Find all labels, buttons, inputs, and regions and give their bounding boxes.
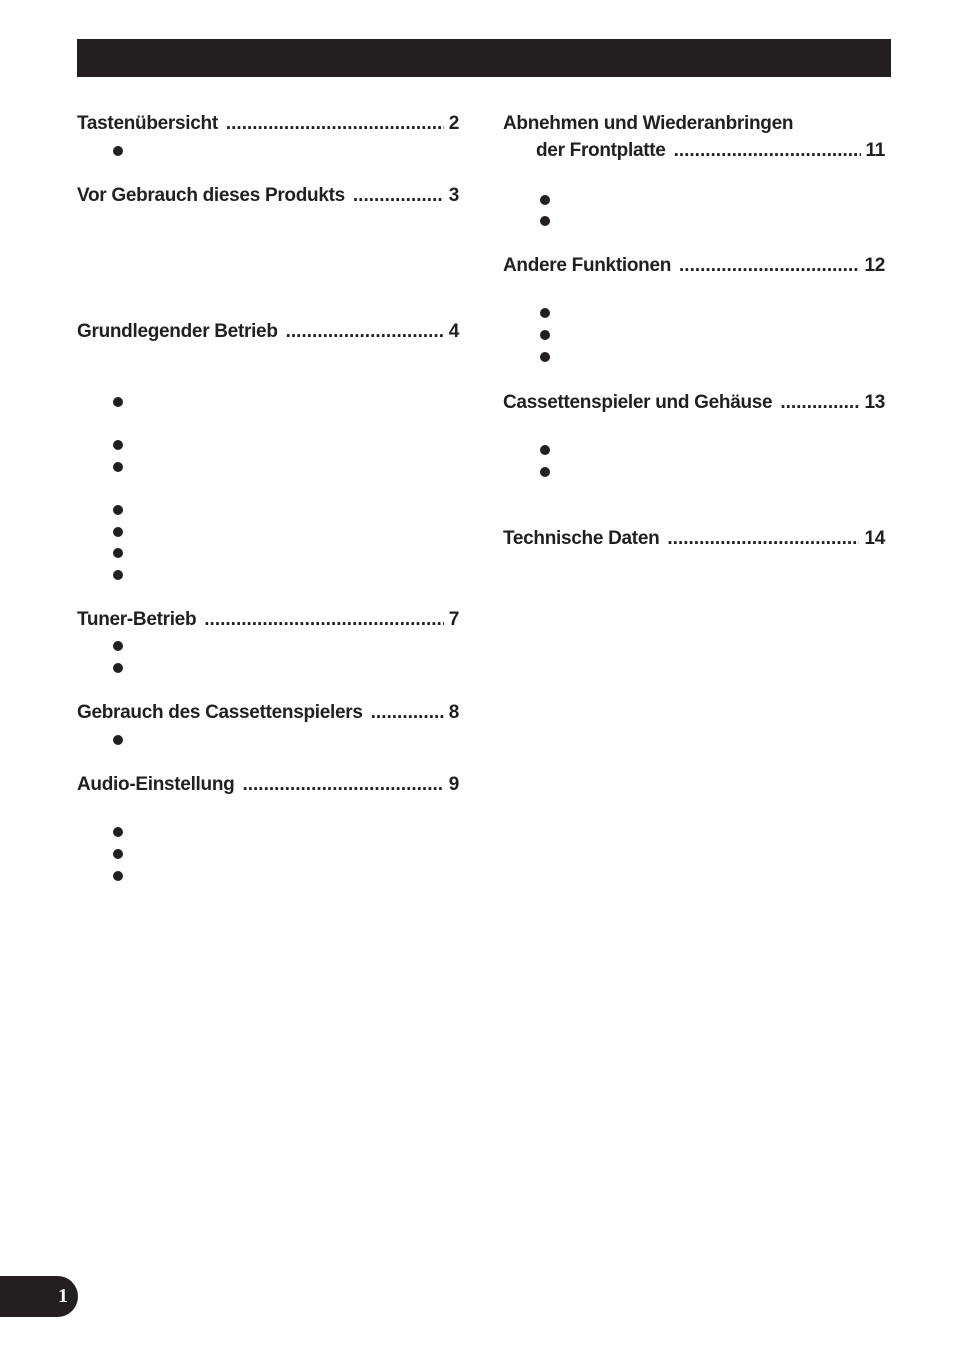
dot-leader bbox=[204, 608, 443, 632]
bullet-icon bbox=[540, 445, 550, 455]
bullet-icon bbox=[540, 216, 550, 226]
toc-page-number: 13 bbox=[864, 392, 885, 413]
toc-page-number: 9 bbox=[448, 774, 459, 795]
bullet-icon bbox=[113, 735, 123, 745]
toc-entry-cassettenspieler-gehaeuse[interactable] bbox=[503, 391, 885, 415]
dot-leader bbox=[226, 112, 444, 136]
toc-page-number: 12 bbox=[864, 255, 885, 276]
toc-entry-title: Tastenübersicht bbox=[77, 113, 218, 134]
toc-entry-audio-einstellung[interactable] bbox=[77, 773, 459, 797]
toc-page-number: 8 bbox=[448, 702, 459, 723]
bullet-icon bbox=[113, 570, 123, 580]
toc-entry-andere-funktionen[interactable] bbox=[503, 254, 885, 278]
bullet-icon bbox=[113, 641, 123, 651]
page-number-tab: 1 bbox=[0, 1276, 78, 1317]
toc-page-number: 11 bbox=[865, 140, 885, 161]
bullet-icon bbox=[540, 195, 550, 205]
dot-leader bbox=[780, 391, 859, 415]
toc-page-number: 3 bbox=[448, 185, 459, 206]
toc-page-number: 2 bbox=[448, 113, 459, 134]
bullet-icon bbox=[540, 467, 550, 477]
dot-leader bbox=[286, 320, 444, 344]
toc-entry-title: Technische Daten bbox=[503, 528, 660, 549]
toc-entry-frontplatte[interactable] bbox=[503, 112, 885, 163]
toc-entry-title: Audio-Einstellung bbox=[77, 774, 235, 795]
bullet-icon bbox=[113, 548, 123, 558]
toc-entry-technische-daten[interactable] bbox=[503, 527, 885, 551]
toc-entry-grundlegender-betrieb[interactable] bbox=[77, 320, 459, 344]
bullet-icon bbox=[113, 462, 123, 472]
bullet-icon bbox=[113, 397, 123, 407]
header-bar bbox=[77, 39, 891, 77]
bullet-icon bbox=[113, 849, 123, 859]
bullet-icon bbox=[113, 505, 123, 515]
dot-leader bbox=[242, 773, 443, 797]
toc-entry-title-continued: der Frontplatte bbox=[536, 140, 666, 161]
toc-entry-title: Gebrauch des Cassettenspielers bbox=[77, 702, 363, 723]
dot-leader bbox=[667, 527, 859, 551]
bullet-icon bbox=[540, 308, 550, 318]
bullet-icon bbox=[113, 146, 123, 156]
toc-entry-title: Vor Gebrauch dieses Produkts bbox=[77, 185, 345, 206]
dot-leader bbox=[371, 701, 444, 725]
toc-entry-vor-gebrauch[interactable] bbox=[77, 184, 459, 208]
dot-leader bbox=[679, 254, 859, 278]
toc-page-number: 14 bbox=[864, 528, 885, 549]
bullet-icon bbox=[113, 527, 123, 537]
bullet-icon bbox=[113, 440, 123, 450]
toc-entry-title: Tuner-Betrieb bbox=[77, 609, 197, 630]
toc-entry-tuner-betrieb[interactable] bbox=[77, 608, 459, 632]
bullet-icon bbox=[113, 663, 123, 673]
bullet-icon bbox=[113, 827, 123, 837]
toc-entry-title: Abnehmen und Wiederanbringen bbox=[503, 113, 794, 134]
toc-entry-cassettenspieler-gebrauch[interactable] bbox=[77, 701, 459, 725]
toc-page-number: 4 bbox=[448, 321, 459, 342]
toc-entry-title: Andere Funktionen bbox=[503, 255, 672, 276]
dot-leader bbox=[674, 139, 861, 163]
dot-leader bbox=[353, 184, 444, 208]
bullet-icon bbox=[113, 871, 123, 881]
toc-entry-tastenuebersicht[interactable] bbox=[77, 112, 459, 136]
toc-page-number: 7 bbox=[448, 609, 459, 630]
toc-entry-title: Cassettenspieler und Gehäuse bbox=[503, 392, 773, 413]
bullet-icon bbox=[540, 352, 550, 362]
toc-entry-title: Grundlegender Betrieb bbox=[77, 321, 278, 342]
bullet-icon bbox=[540, 330, 550, 340]
